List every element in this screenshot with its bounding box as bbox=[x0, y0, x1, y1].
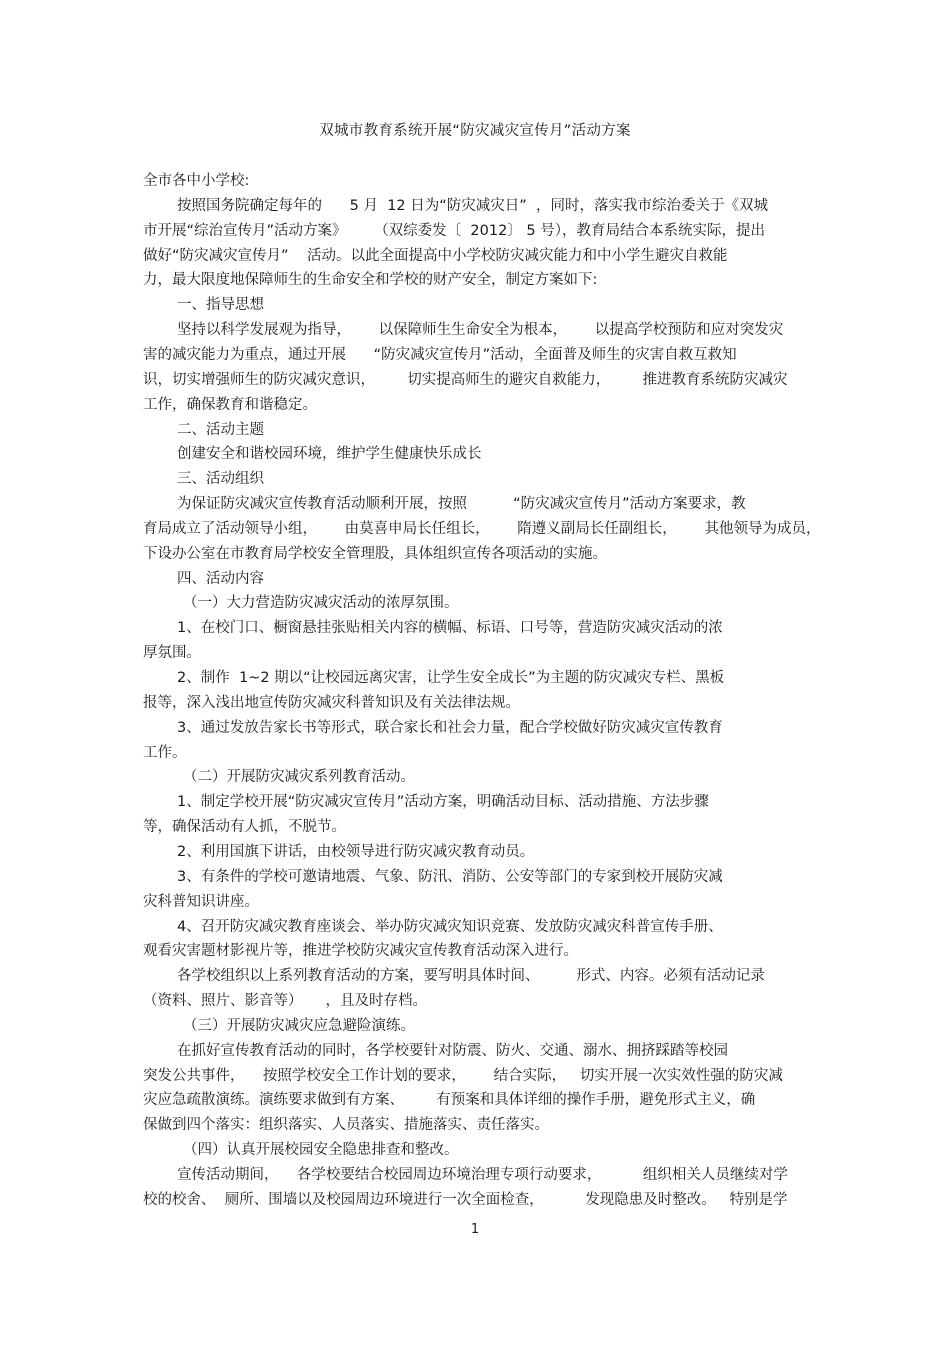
document-title: 双城市教育系统开展“防灾减灾宣传月”活动方案 bbox=[319, 123, 631, 139]
text-line: 等，确保活动有人抓，不脱节。 bbox=[143, 819, 346, 836]
text-line: 工作。 bbox=[143, 744, 187, 761]
text-line: 观看灾害题材影视片等，推进学校防灾减灾宣传教育活动深入进行。 bbox=[143, 943, 578, 960]
text-line: 灾应急疏散演练。演练要求做到有方案、 有预案和具体详细的操作手册，避免形式主义，确 bbox=[143, 1092, 756, 1109]
text-line: 力，最大限度地保障师生的生命安全和学校的财产安全，制定方案如下: bbox=[143, 272, 598, 289]
text-line: 2、利用国旗下讲话，由校领导进行防灾减灾教育动员。 bbox=[177, 843, 535, 860]
text-line: 灾科普知识讲座。 bbox=[143, 893, 259, 910]
text-line: 四、活动内容 bbox=[177, 570, 264, 587]
text-line: 校的校舍、 厕所、围墙以及校园周边环境进行一次全面检查， 发现隐患及时整改。 特别是学 bbox=[143, 1191, 788, 1208]
text-line: 创建安全和谐校园环境，维护学生健康快乐成长 bbox=[177, 446, 482, 463]
text-line: 下设办公室在市教育局学校安全管理股，具体组织宣传各项活动的实施。 bbox=[143, 545, 607, 562]
text-line: （四）认真开展校园安全隐患排查和整改。 bbox=[183, 1142, 459, 1159]
text-line: （二）开展防灾减灾系列教育活动。 bbox=[183, 769, 415, 786]
text-line: 突发公共事件， 按照学校安全工作计划的要求， 结合实际， 切实开展一次实效性强的防灾减 bbox=[143, 1067, 783, 1084]
text-line: 1、在校门口、橱窗悬挂张贴相关内容的横幅、标语、口号等，营造防灾减灾活动的浓 bbox=[177, 620, 723, 637]
text-line: 3、通过发放告家长书等形式，联合家长和社会力量，配合学校做好防灾减灾宣传教育 bbox=[177, 719, 723, 736]
text-line: 二、活动主题 bbox=[177, 421, 264, 438]
text-line: 一、指导思想 bbox=[177, 297, 264, 314]
text-line: 为保证防灾减灾宣传教育活动顺利开展，按照 “防灾减灾宣传月”活动方案要求，教 bbox=[177, 496, 746, 513]
text-line: 坚持以科学发展观为指导， 以保障师生生命安全为根本， 以提高学校预防和应对突发灾 bbox=[177, 322, 784, 339]
text-line: 全市各中小学校: bbox=[143, 173, 250, 189]
text-line: 4、召开防灾减灾教育座谈会、举办防灾减灾知识竞赛、发放防灾减灾科普宣传手册、 bbox=[177, 918, 723, 935]
text-line: 保做到四个落实：组织落实、人员落实、措施落实、责任落实。 bbox=[143, 1117, 549, 1134]
text-line: 育局成立了活动领导小组， 由莫喜申局长任组长， 隋遵义副局长任副组长， 其他领导为成员， bbox=[143, 520, 821, 537]
text-line: 各学校组织以上系列教育活动的方案，要写明具体时间、 形式、内容。必须有活动记录 bbox=[177, 968, 765, 985]
text-line: （三）开展防灾减灾应急避险演练。 bbox=[183, 1017, 415, 1034]
text-line: 按照国务院确定每年的 5 月 12 日为“防灾减灾日” ，同时，落实我市综治委关于《双城 bbox=[177, 197, 769, 214]
text-line: 2、制作 1~2 期以“让校园远离灾害，让学生安全成长”为主题的防灾减灾专栏、黑板 bbox=[177, 670, 725, 686]
text-line: 宣传活动期间， 各学校要结合校园周边环境治理专项行动要求， 组织相关人员继续对学 bbox=[177, 1167, 788, 1183]
text-line: 识，切实增强师生的防灾减灾意识， 切实提高师生的避灾自救能力， 推进教育系统防灾减灾 bbox=[143, 371, 788, 388]
text-line: 在抓好宣传教育活动的同时，各学校要针对防震、防火、交通、溺水、拥挤踩踏等校园 bbox=[177, 1042, 728, 1059]
text-line: 3、有条件的学校可邀请地震、气象、防汛、消防、公安等部门的专家到校开展防灾减 bbox=[177, 868, 723, 885]
text-line: 报等，深入浅出地宣传防灾减灾科普知识及有关法律法规。 bbox=[143, 694, 520, 711]
page-number: 1 bbox=[470, 1222, 480, 1237]
text-line: 做好“防灾减灾宣传月” 活动。以此全面提高中小学校防灾减灾能力和中小学生避灾自救能 bbox=[143, 247, 728, 264]
text-line: （一）大力营造防灾减灾活动的浓厚氛围。 bbox=[183, 595, 459, 612]
text-line: 三、活动组织 bbox=[177, 471, 264, 488]
text-line: 市开展“综治宣传月”活动方案》 （双综委发〔 2012〕 5 号），教育局结合本系统实际，提出 bbox=[143, 222, 765, 239]
text-line: 1、制定学校开展“防灾减灾宣传月”活动方案，明确活动目标、活动措施、方法步骤 bbox=[177, 794, 709, 811]
text-line: 厚氛围。 bbox=[143, 645, 201, 662]
text-line: 害的减灾能力为重点，通过开展 “防灾减灾宣传月”活动，全面普及师生的灾害自救互救知 bbox=[143, 346, 737, 363]
text-line: （资料、照片、影音等） ，且及时存档。 bbox=[143, 993, 428, 1010]
text-line: 工作，确保教育和谐稳定。 bbox=[143, 396, 317, 413]
